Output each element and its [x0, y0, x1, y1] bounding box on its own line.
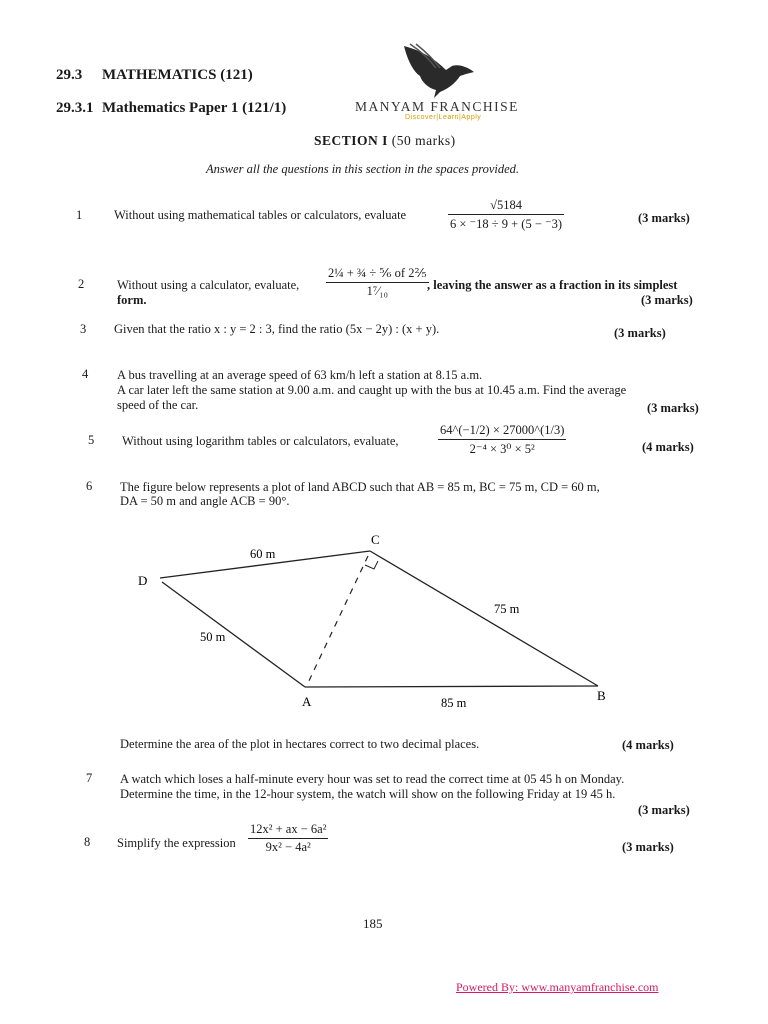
question-marks: (3 marks) — [641, 293, 693, 307]
question-prompt: Determine the area of the plot in hectares correct to two decimal places. — [120, 737, 480, 751]
section-instruction: Answer all the questions in this section in the spaces provided. — [206, 162, 520, 176]
question-marks: (3 marks) — [647, 401, 699, 415]
question-marks: (3 marks) — [622, 840, 674, 854]
question-number: 6 — [86, 479, 93, 493]
question-marks: (4 marks) — [642, 440, 694, 454]
question-marks: (3 marks) — [638, 211, 690, 225]
section-title: MATHEMATICS (121) — [102, 67, 253, 83]
length-bc: 75 m — [494, 602, 520, 616]
question-marks: (3 marks) — [614, 326, 666, 340]
length-cd: 60 m — [250, 547, 276, 561]
question-marks: (3 marks) — [638, 803, 690, 817]
paper-number: 29.3.1 — [56, 100, 94, 116]
vertex-c: C — [371, 532, 380, 547]
question-line-2: DA = 50 m and angle ACB = 90°. — [120, 494, 290, 508]
q8-fraction — [248, 822, 328, 855]
question-text-form: form. — [117, 293, 147, 307]
question-number: 1 — [76, 208, 83, 222]
q2-numerator: 2¼ + ¾ ÷ ⅚ of 2⅖ — [326, 265, 429, 283]
side-ab — [305, 686, 598, 687]
question-text: Without using a calculator, evaluate, — [117, 278, 300, 292]
logo-tagline: Discover|Learn|Apply — [405, 114, 482, 121]
vertex-d: D — [138, 573, 148, 588]
right-angle-mark — [365, 561, 378, 569]
question-number: 8 — [84, 835, 91, 849]
question-number: 7 — [86, 771, 93, 785]
question-text: Simplify the expression — [117, 836, 236, 850]
q5-denominator: 2⁻⁴ × 3⁰ × 5² — [469, 442, 535, 456]
footer-link[interactable]: Powered By: www.manyamfranchise.com — [456, 980, 659, 994]
question-number: 3 — [80, 322, 87, 336]
q2-denominator: 1⁷⁄₁₀ — [366, 284, 388, 298]
question-number: 5 — [88, 433, 95, 447]
question-number: 4 — [82, 367, 89, 381]
length-ab: 85 m — [441, 696, 467, 710]
question-line-2: A car later left the same station at 9.00 a.m. and caught up with the bus at 10.45 a.m. Find the average — [117, 383, 627, 397]
section-number: 29.3 — [56, 67, 83, 83]
q5-numerator: 64^(−1/2) × 27000^(1/3) — [438, 423, 566, 440]
q8-denominator: 9x² − 4a² — [265, 840, 311, 854]
length-da: 50 m — [200, 630, 226, 644]
diagonal-ac — [307, 556, 368, 685]
q1-denominator: 6 × ⁻18 ÷ 9 + (5 − ⁻3) — [450, 217, 563, 231]
question-text: Without using logarithm tables or calculators, evaluate, — [122, 434, 399, 448]
question-line-1: The figure below represents a plot of land ABCD such that AB = 85 m, BC = 75 m, CD = 60 m, — [120, 480, 600, 494]
question-text-continued: , leaving the answer as a fraction in its simplest — [427, 278, 678, 292]
vertex-a: A — [302, 694, 312, 709]
question-line-1: A watch which loses a half-minute every hour was set to read the correct time at 05 45 h on Monday. — [120, 772, 625, 786]
question-line-3: speed of the car. — [117, 398, 199, 412]
q8-numerator: 12x² + ax − 6a² — [248, 822, 328, 839]
question-marks: (4 marks) — [622, 738, 674, 752]
section-heading-marks: (50 marks) — [391, 133, 456, 148]
logo-name: MANYAM FRANCHISE — [355, 99, 519, 114]
vertex-b: B — [597, 688, 606, 703]
side-cb — [370, 551, 598, 686]
side-da — [162, 582, 305, 687]
question-line-2: Determine the time, in the 12-hour system, the watch will show on the following Friday at 19 45 h. — [120, 787, 616, 801]
section-heading-title: SECTION I — [314, 133, 388, 148]
paper-title: Mathematics Paper 1 (121/1) — [102, 100, 287, 116]
page-number: 185 — [363, 916, 383, 931]
question-number: 2 — [78, 277, 85, 291]
q1-numerator: √5184 — [448, 198, 564, 215]
question-text: Without using mathematical tables or calculators, evaluate — [114, 208, 407, 222]
question-line-1: A bus travelling at an average speed of 63 km/h left a station at 8.15 a.m. — [117, 368, 483, 382]
question-text: Given that the ratio x : y = 2 : 3, find the ratio (5x − 2y) : (x + y). — [114, 322, 440, 336]
